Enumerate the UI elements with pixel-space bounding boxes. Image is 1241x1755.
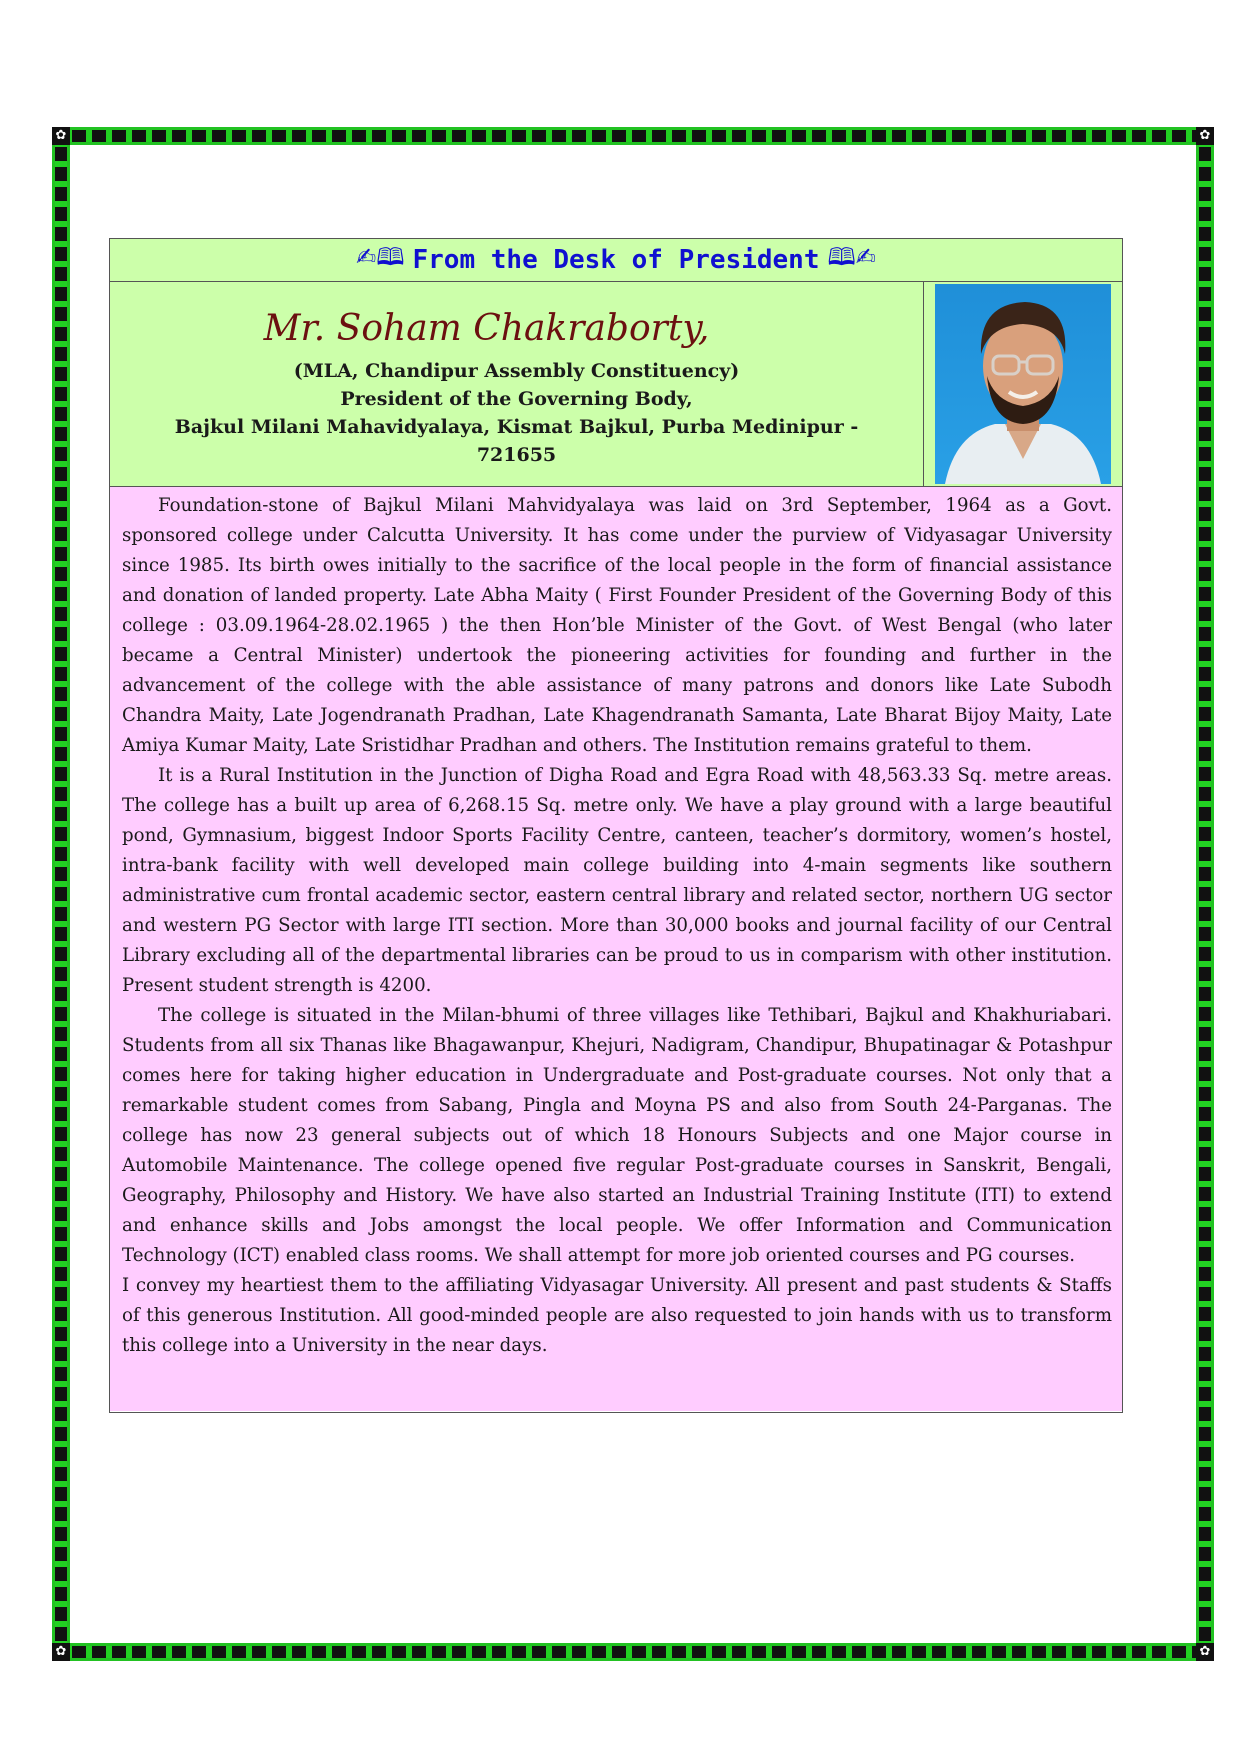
- president-message-frame: [109, 238, 1123, 1413]
- president-info: [110, 282, 924, 486]
- corner-flower-icon: ✿: [52, 1643, 70, 1661]
- page-border-bottom: [52, 1643, 1214, 1661]
- president-institution: Bajkul Milani Mahavidyalaya, Kismat Bajkul, Purba Medinipur -: [174, 416, 859, 438]
- message-paragraph: The college is situated in the Milan-bhumi of three villages like Tethibari, Bajkul and Khakhuriabari. Students from all six Thanas like Bhagawanpur, Khejuri, Nadigram, Chandipur, Bhupatinagar & Potashpur comes here for taking higher education in Undergraduate and Post-graduate courses. Not only that a remarkable student comes from Sabang, Pingla and Moyna PS and also from South 24-Parganas. The college has now 23 general subjects out of which 18 Honours Subjects and one Major course in Automobile Maintenance. The college opened five regular Post-graduate courses in Sanskrit, Bengali, Geography, Philosophy and History. We have also started an Industrial Training Institute (ITI) to extend and enhance skills and Jobs amongst the local people. We offer Information and Communication Technology (ICT) enabled class rooms. We shall attempt for more job oriented courses and PG courses.: [122, 1005, 1112, 1266]
- corner-flower-icon: ✿: [52, 127, 70, 145]
- president-role: (MLA, Chandipur Assembly Constituency): [293, 360, 740, 382]
- photo-cell: [924, 282, 1122, 486]
- president-pin: 721655: [476, 444, 557, 466]
- book-writing-icon: 🕮✍: [827, 242, 876, 271]
- writing-book-icon: ✍🕮: [356, 242, 405, 271]
- page-title: From the Desk of President: [412, 245, 820, 275]
- page-border-right: [1196, 127, 1214, 1661]
- title-bar: [110, 239, 1122, 282]
- message-body: [110, 487, 1122, 1411]
- corner-flower-icon: ✿: [1196, 1643, 1214, 1661]
- president-header: [110, 282, 1122, 487]
- president-name: Mr. Soham Chakraborty,: [263, 308, 710, 349]
- message-paragraph: It is a Rural Institution in the Junction of Digha Road and Egra Road with 48,563.33 Sq. metre areas. The college has a built up area of 6,268.15 Sq. metre only. We have a play ground with a large beautiful pond, Gymnasium, biggest Indoor Sports Facility Centre, canteen, teacher’s dormitory, women’s hostel, intra-bank facility with well developed main college building into 4-main segments like southern administrative cum frontal academic sector, eastern central library and related sector, northern UG sector and western PG Sector with large ITI section. More than 30,000 books and journal facility of our Central Library excluding all of the departmental libraries can be proud to us in comparism with other institution. Present student strength is 4200.: [122, 765, 1112, 996]
- page-border-left: [52, 127, 70, 1661]
- page-border-top: [52, 127, 1214, 145]
- president-position: President of the Governing Body,: [340, 388, 693, 410]
- message-paragraph: I convey my heartiest them to the affiliating Vidyasagar University. All present and past students & Staffs of this generous Institution. All good-minded people are also requested to join hands with us to transform this college into a University in the near days.: [122, 1275, 1112, 1356]
- president-photo: [935, 284, 1111, 484]
- message-paragraph: Foundation-stone of Bajkul Milani Mahvidyalaya was laid on 3rd September, 1964 as a Govt. sponsored college under Calcutta University. It has come under the purview of Vidyasagar University since 1985. Its birth owes initially to the sacrifice of the local people in the form of financial assistance and donation of landed property. Late Abha Maity ( First Founder President of the Governing Body of this college : 03.09.1964-28.02.1965 ) the then Hon’ble Minister of the Govt. of West Bengal (who later became a Central Minister) undertook the pioneering activities for founding and further in the advancement of the college with the able assistance of many patrons and donors like Late Subodh Chandra Maity, Late Jogendranath Pradhan, Late Khagendranath Samanta, Late Bharat Bijoy Maity, Late Amiya Kumar Maity, Late Sristidhar Pradhan and others. The Institution remains grateful to them.: [122, 495, 1112, 756]
- corner-flower-icon: ✿: [1196, 127, 1214, 145]
